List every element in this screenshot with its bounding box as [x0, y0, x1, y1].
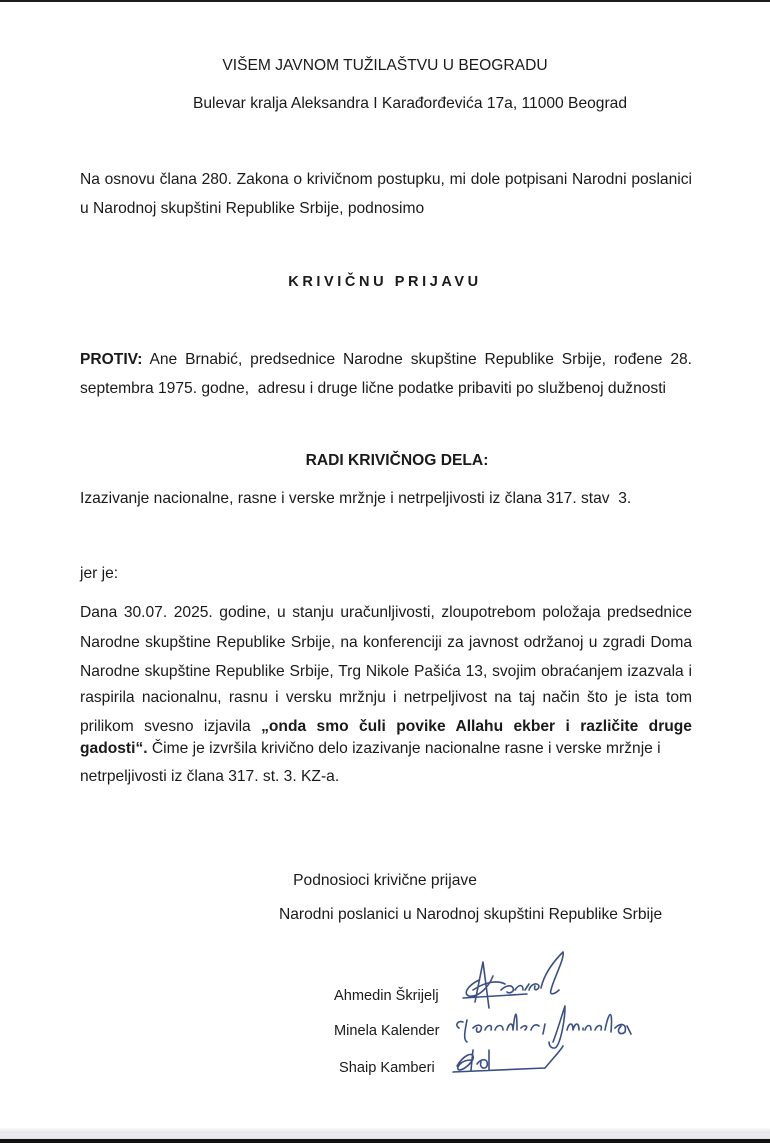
facts-line	[80, 712, 692, 742]
closing-line-2: Narodni poslanici u Narodnoj skupštini Republike Srbije	[279, 906, 663, 923]
because-label: jer je:	[80, 565, 119, 582]
recipient-heading: VIŠEM JAVNOM TUŽILAŠTVU U BEOGRADU	[222, 57, 548, 74]
quoted-statement-end: gadosti“.	[80, 740, 148, 757]
facts-line: Narodne skupštine Republike Srbije, na konferenciji za javnost održanoj u zgradi Doma	[80, 634, 692, 651]
facts-line	[80, 740, 661, 758]
closing-line-1: Podnosioci krivične prijave	[293, 872, 477, 889]
facts-line: raspirila nacionalnu, rasnu i versku mržnju i netrpeljivost na taj način što je ista tom	[80, 689, 692, 706]
facts-line: netrpeljivosti iz člana 317. st. 3. KZ-a.	[80, 768, 340, 785]
quoted-statement: „onda smo čuli povike Allahu ekber i različite druge	[261, 718, 692, 735]
bottom-edge-bar	[0, 1139, 770, 1143]
against-label: PROTIV:	[80, 351, 143, 368]
signature-kamberi	[453, 1046, 563, 1072]
document-title: KRIVIČNU PRIJAVU	[288, 274, 482, 290]
offense-text: Izazivanje nacionalne, rasne i verske mržnje i netrpeljivosti iz člana 317. stav 3.	[80, 490, 632, 507]
top-edge-bar	[0, 0, 770, 2]
signatory-name: Ahmedin Škrijelj	[334, 988, 439, 1004]
intro-line-2: u Narodnoj skupštini Republike Srbije, podnosimo	[80, 200, 425, 217]
facts-line-6-text: Čime je izvršila krivično delo izazivanje nacionalne rasne i verske mržnje i	[147, 740, 661, 757]
against-line-2: septembra 1975. godne, adresu i druge lične podatke pribaviti po službenoj dužnosti	[80, 380, 667, 397]
offense-heading: RADI KRIVIČNOG DELA:	[305, 452, 489, 469]
against-line-1-text: Ane Brnabić, predsednice Narodne skupštine Republike Srbije, rođene 28.	[149, 351, 692, 368]
facts-line: Dana 30.07. 2025. godine, u stanju uračunljivosti, zloupotrebom položaja predsednice	[80, 604, 692, 621]
against-line-1	[80, 345, 692, 375]
bottom-edge-shadow	[0, 1128, 770, 1139]
signatory-name: Shaip Kamberi	[339, 1060, 435, 1076]
recipient-address: Bulevar kralja Aleksandra I Karađorđevića 17a, 11000 Beograd	[192, 95, 627, 112]
facts-line: Narodne skupštine Republike Srbije, Trg Nikole Pašića 13, svojim obraćanjem izazvala i	[80, 663, 692, 680]
signatory-name: Minela Kalender	[334, 1023, 440, 1039]
handwritten-signatures	[445, 950, 675, 1085]
intro-line-1: Na osnovu člana 280. Zakona o krivičnom postupku, mi dole potpisani Narodni poslanici	[80, 171, 692, 188]
signature-skrijelj	[463, 952, 563, 1008]
signature-kalender	[457, 1006, 631, 1048]
facts-line-5-text: prilikom svesno izjavila	[80, 718, 251, 735]
